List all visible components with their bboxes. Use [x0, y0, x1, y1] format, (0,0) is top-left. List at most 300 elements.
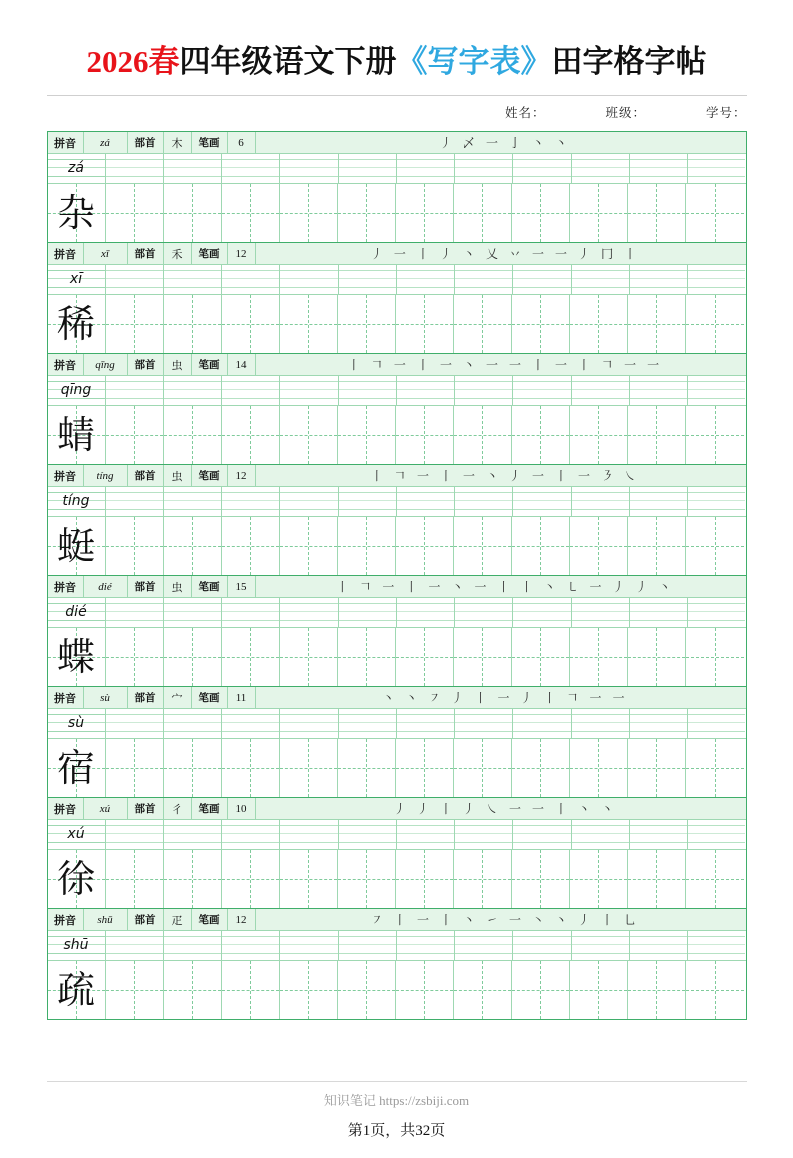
pinyin-blank-cell[interactable]	[572, 487, 630, 516]
stroke-glyph: ㇏	[624, 469, 637, 483]
pinyin-blank-cell[interactable]	[222, 154, 280, 183]
title-divider	[47, 95, 747, 96]
pinyin-blank-cell[interactable]	[630, 487, 688, 516]
character-blank-cell[interactable]	[570, 406, 628, 464]
stroke-glyph: ㇇	[428, 691, 441, 705]
pinyin-blank-cell[interactable]	[455, 598, 513, 627]
pinyin-blank-cell[interactable]	[688, 820, 745, 849]
stroke-glyph: 丨	[555, 469, 568, 483]
strokes-value: 12	[228, 909, 256, 930]
stroke-glyph: 一	[474, 580, 487, 594]
pinyin-blank-cell[interactable]	[397, 931, 455, 960]
strokes-value: 11	[228, 687, 256, 708]
character-blank-cell[interactable]	[338, 295, 396, 353]
pinyin-blank-cell[interactable]	[280, 487, 338, 516]
character-glyph: 杂	[56, 191, 95, 235]
character-blank-cell[interactable]	[106, 961, 164, 1019]
character-blank-cell[interactable]	[338, 961, 396, 1019]
strokes-label: 笔画	[192, 909, 228, 930]
character-model-cell	[48, 295, 106, 353]
stroke-glyph: ㇇	[370, 913, 383, 927]
pinyin-blank-cell[interactable]	[572, 709, 630, 738]
char-block	[48, 243, 746, 354]
character-blank-cell[interactable]	[164, 184, 222, 242]
radical-value: 宀	[164, 687, 192, 708]
stroke-glyph: 一	[532, 247, 545, 261]
strokes-label: 笔画	[192, 465, 228, 486]
pinyin-blank-cell[interactable]	[222, 265, 280, 294]
character-blank-cell[interactable]	[570, 850, 628, 908]
character-blank-cell[interactable]	[338, 517, 396, 575]
strokes-value: 10	[228, 798, 256, 819]
character-blank-cell[interactable]	[512, 628, 570, 686]
pinyin-blank-cell[interactable]	[572, 154, 630, 183]
char-meta-row	[48, 576, 746, 598]
character-blank-cell[interactable]	[396, 628, 454, 686]
pinyin-label: 拼音	[48, 909, 84, 930]
stroke-order-sequence	[256, 243, 746, 264]
character-blank-cell[interactable]	[686, 628, 744, 686]
stroke-glyph: 丶	[658, 580, 671, 594]
pinyin-blank-cell[interactable]	[106, 931, 164, 960]
character-blank-cell[interactable]	[686, 850, 744, 908]
strokes-label: 笔画	[192, 243, 228, 264]
pinyin-blank-cell[interactable]	[513, 154, 571, 183]
char-meta-row	[48, 798, 746, 820]
pinyin-blank-cell[interactable]	[280, 598, 338, 627]
pinyin-blank-cell[interactable]	[280, 376, 338, 405]
character-blank-cell[interactable]	[396, 850, 454, 908]
pinyin-blank-cell[interactable]	[164, 376, 222, 405]
stroke-glyph: 丿	[509, 469, 522, 483]
strokes-value: 6	[228, 132, 256, 153]
character-blank-cell[interactable]	[512, 850, 570, 908]
pinyin-blank-cell[interactable]	[339, 820, 397, 849]
pinyin-model-text: xú	[67, 825, 85, 842]
stroke-glyph: 丨	[347, 358, 360, 372]
character-blank-cell[interactable]	[454, 628, 512, 686]
pinyin-blank-cell[interactable]	[397, 376, 455, 405]
pinyin-blank-cell[interactable]	[630, 154, 688, 183]
stroke-glyph: 一	[509, 802, 522, 816]
pinyin-label: 拼音	[48, 243, 84, 264]
character-blank-cell[interactable]	[280, 628, 338, 686]
stroke-glyph: 一	[497, 691, 510, 705]
character-blank-cell[interactable]	[396, 184, 454, 242]
stroke-glyph: 一	[416, 469, 429, 483]
pinyin-blank-cell[interactable]	[106, 487, 164, 516]
pinyin-blank-area	[106, 154, 746, 183]
pinyin-model-text: zá	[68, 159, 84, 176]
pinyin-blank-cell[interactable]	[455, 154, 513, 183]
character-blank-cell[interactable]	[454, 406, 512, 464]
pinyin-blank-cell[interactable]	[513, 820, 571, 849]
pinyin-model-cell	[48, 376, 106, 405]
strokes-value: 14	[228, 354, 256, 375]
pinyin-blank-cell[interactable]	[455, 709, 513, 738]
stroke-glyph: 丶	[451, 580, 464, 594]
char-block	[48, 132, 746, 243]
character-blank-cell[interactable]	[396, 961, 454, 1019]
character-blank-cell[interactable]	[570, 517, 628, 575]
character-blank-cell[interactable]	[280, 739, 338, 797]
stroke-glyph: 一	[509, 358, 522, 372]
pinyin-blank-cell[interactable]	[572, 376, 630, 405]
pinyin-practice-row	[48, 376, 746, 406]
radical-label: 部首	[128, 576, 164, 597]
character-blank-cell[interactable]	[222, 517, 280, 575]
stroke-glyph: 丶	[462, 358, 475, 372]
character-blank-cell[interactable]	[280, 961, 338, 1019]
pinyin-blank-cell[interactable]	[222, 709, 280, 738]
pinyin-value: zá	[84, 132, 128, 153]
pinyin-value: xī	[84, 243, 128, 264]
character-blank-cell[interactable]	[280, 406, 338, 464]
pinyin-blank-cell[interactable]	[630, 709, 688, 738]
pinyin-blank-cell[interactable]	[339, 709, 397, 738]
stroke-glyph: 丶	[601, 802, 614, 816]
character-blank-cell[interactable]	[164, 961, 222, 1019]
character-blank-cell[interactable]	[512, 517, 570, 575]
char-block	[48, 354, 746, 465]
pinyin-blank-area	[106, 487, 746, 516]
strokes-label: 笔画	[192, 576, 228, 597]
pinyin-value: shū	[84, 909, 128, 930]
pinyin-blank-cell[interactable]	[688, 376, 745, 405]
stroke-glyph: ㇏	[485, 802, 498, 816]
pinyin-blank-cell[interactable]	[397, 820, 455, 849]
character-glyph: 宿	[56, 746, 95, 790]
character-practice-row	[48, 850, 746, 908]
pinyin-blank-cell[interactable]	[106, 376, 164, 405]
stroke-glyph: 丨	[543, 691, 556, 705]
character-glyph: 蜻	[56, 413, 95, 457]
character-blank-cell[interactable]	[338, 739, 396, 797]
character-blank-cell[interactable]	[454, 184, 512, 242]
character-blank-cell[interactable]	[570, 739, 628, 797]
pinyin-blank-cell[interactable]	[222, 376, 280, 405]
pinyin-blank-cell[interactable]	[222, 820, 280, 849]
stroke-glyph: 一	[589, 691, 602, 705]
character-blank-cell[interactable]	[628, 295, 686, 353]
pinyin-model-cell	[48, 265, 106, 294]
pinyin-blank-cell[interactable]	[106, 598, 164, 627]
pinyin-blank-cell[interactable]	[688, 931, 745, 960]
character-blank-cell[interactable]	[222, 739, 280, 797]
pinyin-blank-cell[interactable]	[572, 598, 630, 627]
character-blank-cell[interactable]	[338, 184, 396, 242]
character-blank-cell[interactable]	[396, 739, 454, 797]
radical-label: 部首	[128, 354, 164, 375]
character-blank-cell[interactable]	[222, 628, 280, 686]
character-blank-cell[interactable]	[512, 184, 570, 242]
character-practice-row	[48, 184, 746, 242]
character-blank-cell[interactable]	[454, 739, 512, 797]
pinyin-blank-cell[interactable]	[339, 376, 397, 405]
pinyin-blank-cell[interactable]	[572, 820, 630, 849]
stroke-glyph: 丨	[497, 580, 510, 594]
pinyin-blank-cell[interactable]	[513, 931, 571, 960]
character-blank-cell[interactable]	[686, 295, 744, 353]
page-number: 第1页，共32页	[347, 1123, 446, 1139]
stroke-order-sequence	[256, 576, 746, 597]
stroke-glyph: 丨	[393, 913, 406, 927]
name-label: 姓名：	[504, 106, 546, 120]
pinyin-blank-cell[interactable]	[397, 154, 455, 183]
char-block	[48, 576, 746, 687]
character-blank-cell[interactable]	[686, 184, 744, 242]
character-blank-cell[interactable]	[628, 739, 686, 797]
pinyin-blank-cell[interactable]	[164, 931, 222, 960]
character-blank-cell[interactable]	[628, 628, 686, 686]
stroke-glyph: 一	[485, 358, 498, 372]
pinyin-blank-area	[106, 265, 746, 294]
character-blank-cell[interactable]	[106, 406, 164, 464]
stroke-order-sequence	[256, 909, 746, 930]
pinyin-blank-area	[106, 598, 746, 627]
character-blank-cell[interactable]	[686, 739, 744, 797]
character-blank-cell[interactable]	[106, 184, 164, 242]
pinyin-blank-cell[interactable]	[164, 820, 222, 849]
pinyin-label: 拼音	[48, 132, 84, 153]
pinyin-blank-cell[interactable]	[455, 265, 513, 294]
pinyin-blank-cell[interactable]	[397, 265, 455, 294]
stroke-glyph: 一	[439, 358, 452, 372]
character-blank-cell[interactable]	[454, 295, 512, 353]
character-blank-cell[interactable]	[222, 406, 280, 464]
pinyin-blank-area	[106, 376, 746, 405]
pinyin-blank-cell[interactable]	[339, 487, 397, 516]
pinyin-model-cell	[48, 487, 106, 516]
pinyin-blank-cell[interactable]	[513, 376, 571, 405]
character-blank-cell[interactable]	[628, 517, 686, 575]
pinyin-blank-cell[interactable]	[280, 709, 338, 738]
pinyin-blank-cell[interactable]	[280, 931, 338, 960]
stroke-glyph: 丨	[439, 469, 452, 483]
radical-label: 部首	[128, 909, 164, 930]
character-blank-cell[interactable]	[106, 850, 164, 908]
character-blank-cell[interactable]	[280, 517, 338, 575]
pinyin-blank-cell[interactable]	[630, 598, 688, 627]
pinyin-value: xú	[84, 798, 128, 819]
character-model-cell	[48, 406, 106, 464]
pinyin-blank-cell[interactable]	[106, 709, 164, 738]
pinyin-blank-cell[interactable]	[222, 487, 280, 516]
pinyin-blank-cell[interactable]	[339, 265, 397, 294]
character-glyph: 蝶	[56, 635, 95, 679]
pinyin-model-text: tíng	[62, 492, 90, 509]
pinyin-blank-cell[interactable]	[222, 931, 280, 960]
pinyin-blank-cell[interactable]	[106, 265, 164, 294]
character-blank-cell[interactable]	[164, 628, 222, 686]
character-blank-cell[interactable]	[106, 295, 164, 353]
pinyin-blank-cell[interactable]	[688, 154, 745, 183]
pinyin-value: sù	[84, 687, 128, 708]
pinyin-blank-cell[interactable]	[513, 265, 571, 294]
character-model-cell	[48, 628, 106, 686]
stroke-glyph: 丶	[532, 136, 545, 150]
stroke-glyph: 一	[578, 469, 591, 483]
character-blank-cell[interactable]	[396, 295, 454, 353]
pinyin-blank-cell[interactable]	[513, 709, 571, 738]
character-model-cell	[48, 850, 106, 908]
pinyin-blank-cell[interactable]	[455, 376, 513, 405]
character-blank-cell[interactable]	[570, 961, 628, 1019]
pinyin-blank-cell[interactable]	[164, 154, 222, 183]
stroke-glyph: 丿	[416, 802, 429, 816]
stroke-glyph: 丿	[439, 136, 452, 150]
stroke-glyph: 一	[485, 136, 498, 150]
pinyin-blank-cell[interactable]	[397, 487, 455, 516]
character-blank-cell[interactable]	[512, 739, 570, 797]
character-blank-cell[interactable]	[570, 295, 628, 353]
character-blank-cell[interactable]	[512, 406, 570, 464]
character-practice-row	[48, 295, 746, 353]
stroke-glyph: 丿	[393, 802, 406, 816]
character-blank-cell[interactable]	[570, 184, 628, 242]
radical-value: 禾	[164, 243, 192, 264]
pinyin-blank-cell[interactable]	[688, 265, 745, 294]
pinyin-blank-cell[interactable]	[688, 709, 745, 738]
pinyin-blank-cell[interactable]	[630, 931, 688, 960]
character-blank-cell[interactable]	[512, 295, 570, 353]
radical-label: 部首	[128, 798, 164, 819]
page-title	[0, 36, 793, 81]
character-blank-cell[interactable]	[106, 739, 164, 797]
character-blank-cell[interactable]	[164, 850, 222, 908]
character-blank-cell[interactable]	[454, 961, 512, 1019]
character-blank-cell[interactable]	[164, 406, 222, 464]
title-year: 2026春	[86, 44, 180, 79]
pinyin-blank-cell[interactable]	[572, 931, 630, 960]
character-blank-cell[interactable]	[686, 961, 744, 1019]
character-blank-cell[interactable]	[570, 628, 628, 686]
pinyin-blank-cell[interactable]	[164, 265, 222, 294]
stroke-glyph: ㇋	[601, 469, 614, 483]
stroke-glyph: 一	[532, 469, 545, 483]
pinyin-practice-row	[48, 598, 746, 628]
pinyin-blank-cell[interactable]	[164, 709, 222, 738]
stroke-glyph: 丨	[532, 358, 545, 372]
radical-value: 虫	[164, 465, 192, 486]
character-blank-cell[interactable]	[222, 184, 280, 242]
character-blank-cell[interactable]	[280, 184, 338, 242]
stroke-glyph: 丿	[462, 802, 475, 816]
pinyin-blank-cell[interactable]	[339, 154, 397, 183]
stroke-glyph: 丿	[612, 580, 625, 594]
char-block	[48, 465, 746, 576]
character-practice-row	[48, 406, 746, 464]
pinyin-practice-row	[48, 265, 746, 295]
character-blank-cell[interactable]	[628, 406, 686, 464]
pinyin-blank-cell[interactable]	[630, 376, 688, 405]
stroke-glyph: 𠃍	[566, 691, 579, 705]
pinyin-blank-cell[interactable]	[339, 931, 397, 960]
character-blank-cell[interactable]	[396, 517, 454, 575]
pinyin-blank-cell[interactable]	[630, 820, 688, 849]
character-blank-cell[interactable]	[686, 406, 744, 464]
character-blank-cell[interactable]	[454, 517, 512, 575]
pinyin-blank-cell[interactable]	[164, 487, 222, 516]
pinyin-blank-cell[interactable]	[397, 598, 455, 627]
pinyin-blank-cell[interactable]	[164, 598, 222, 627]
pinyin-label: 拼音	[48, 576, 84, 597]
character-blank-cell[interactable]	[454, 850, 512, 908]
pinyin-blank-cell[interactable]	[455, 487, 513, 516]
pinyin-model-cell	[48, 820, 106, 849]
character-blank-cell[interactable]	[628, 184, 686, 242]
character-blank-cell[interactable]	[222, 295, 280, 353]
character-blank-cell[interactable]	[164, 739, 222, 797]
pinyin-blank-area	[106, 709, 746, 738]
pinyin-blank-cell[interactable]	[339, 598, 397, 627]
stroke-glyph: 丿	[451, 691, 464, 705]
pinyin-practice-row	[48, 487, 746, 517]
character-blank-cell[interactable]	[164, 517, 222, 575]
char-block	[48, 909, 746, 1019]
pinyin-blank-cell[interactable]	[280, 265, 338, 294]
stroke-glyph: 𠃍	[370, 358, 383, 372]
strokes-value: 12	[228, 243, 256, 264]
pinyin-blank-cell[interactable]	[106, 820, 164, 849]
title-grade: 四年级语文下册	[179, 44, 397, 79]
stroke-glyph: 丨	[416, 247, 429, 261]
character-blank-cell[interactable]	[628, 961, 686, 1019]
stroke-glyph: 丿	[578, 913, 591, 927]
character-blank-cell[interactable]	[222, 961, 280, 1019]
character-blank-cell[interactable]	[396, 406, 454, 464]
pinyin-blank-cell[interactable]	[572, 265, 630, 294]
character-practice-row	[48, 628, 746, 686]
pinyin-practice-row	[48, 709, 746, 739]
pinyin-blank-cell[interactable]	[513, 598, 571, 627]
character-blank-cell[interactable]	[222, 850, 280, 908]
pinyin-blank-cell[interactable]	[222, 598, 280, 627]
pinyin-blank-cell[interactable]	[455, 931, 513, 960]
character-blank-cell[interactable]	[686, 517, 744, 575]
character-blank-cell[interactable]	[338, 850, 396, 908]
radical-label: 部首	[128, 132, 164, 153]
pinyin-blank-cell[interactable]	[630, 265, 688, 294]
stroke-glyph: 一	[393, 358, 406, 372]
class-label: 班级：	[605, 106, 646, 120]
stroke-glyph: 丶	[578, 802, 591, 816]
character-blank-cell[interactable]	[512, 961, 570, 1019]
character-blank-cell[interactable]	[164, 295, 222, 353]
radical-label: 部首	[128, 687, 164, 708]
radical-value: 彳	[164, 798, 192, 819]
pinyin-model-text: sù	[67, 714, 85, 731]
pinyin-blank-cell[interactable]	[280, 820, 338, 849]
character-blank-cell[interactable]	[280, 295, 338, 353]
radical-value: 疋	[164, 909, 192, 930]
pinyin-blank-cell[interactable]	[280, 154, 338, 183]
char-meta-row	[48, 687, 746, 709]
pinyin-blank-cell[interactable]	[688, 598, 745, 627]
character-blank-cell[interactable]	[338, 628, 396, 686]
pinyin-blank-cell[interactable]	[106, 154, 164, 183]
title-booktitle: 《写字表》	[396, 44, 552, 79]
pinyin-blank-cell[interactable]	[455, 820, 513, 849]
character-blank-cell[interactable]	[628, 850, 686, 908]
character-blank-cell[interactable]	[280, 850, 338, 908]
character-blank-cell[interactable]	[106, 517, 164, 575]
character-blank-cell[interactable]	[106, 628, 164, 686]
pinyin-blank-cell[interactable]	[397, 709, 455, 738]
pinyin-blank-cell[interactable]	[688, 487, 745, 516]
pinyin-blank-cell[interactable]	[513, 487, 571, 516]
character-blank-cell[interactable]	[338, 406, 396, 464]
